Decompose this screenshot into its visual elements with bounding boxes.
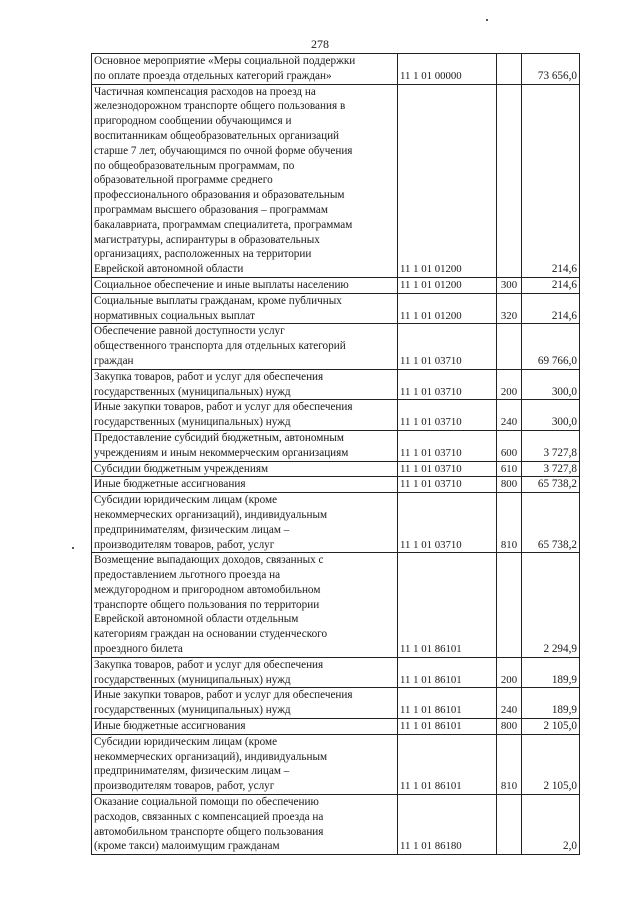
expense-type-cell: 600 (497, 430, 522, 461)
amount-cell: 214,6 (522, 277, 580, 293)
row-name-cell: Обеспечение равной доступности услуг общественного транспорта для отдельных категорий граждан (92, 324, 398, 369)
amount-cell: 65 738,2 (522, 493, 580, 553)
target-code-cell: 11 1 01 03710 (398, 369, 497, 400)
target-code-cell: 11 1 01 01200 (398, 84, 497, 277)
budget-table-body (92, 54, 580, 855)
amount-cell: 189,9 (522, 657, 580, 688)
row-name-cell: Субсидии бюджетным учреждениям (92, 461, 398, 477)
table-row (92, 734, 580, 794)
expense-type-cell (497, 84, 522, 277)
row-name-cell: Социальные выплаты гражданам, кроме публичных нормативных социальных выплат (92, 293, 398, 324)
expense-type-cell: 320 (497, 293, 522, 324)
table-row (92, 719, 580, 735)
budget-table (91, 53, 580, 855)
expense-type-cell (497, 54, 522, 85)
row-name-cell: Возмещение выпадающих доходов, связанных с предоставлением льготного проезда на междугородном и пригородном автомобильном транспорте общего пользования по территории Еврейской автономной области отдельным категориям граждан на основании студенческого проездного билета (92, 553, 398, 658)
target-code-cell: 11 1 01 03710 (398, 324, 497, 369)
expense-type-cell: 240 (497, 688, 522, 719)
target-code-cell: 11 1 01 86101 (398, 553, 497, 658)
expense-type-cell: 610 (497, 461, 522, 477)
target-code-cell: 11 1 01 86101 (398, 688, 497, 719)
target-code-cell: 11 1 01 86101 (398, 734, 497, 794)
table-row (92, 477, 580, 493)
amount-cell: 300,0 (522, 369, 580, 400)
expense-type-cell: 800 (497, 719, 522, 735)
table-row (92, 84, 580, 277)
target-code-cell: 11 1 01 86180 (398, 795, 497, 855)
row-name-cell: Закупка товаров, работ и услуг для обеспечения государственных (муниципальных) нужд (92, 369, 398, 400)
expense-type-cell: 810 (497, 493, 522, 553)
row-name-cell: Предоставление субсидий бюджетным, автономным учреждениям и иным некоммерческим организациям (92, 430, 398, 461)
expense-type-cell: 200 (497, 369, 522, 400)
table-row (92, 688, 580, 719)
target-code-cell: 11 1 01 01200 (398, 293, 497, 324)
amount-cell: 69 766,0 (522, 324, 580, 369)
expense-type-cell: 800 (497, 477, 522, 493)
target-code-cell: 11 1 01 01200 (398, 277, 497, 293)
scan-speck (486, 19, 488, 21)
table-row (92, 461, 580, 477)
expense-type-cell: 810 (497, 734, 522, 794)
amount-cell: 189,9 (522, 688, 580, 719)
amount-cell: 73 656,0 (522, 54, 580, 85)
row-name-cell: Социальное обеспечение и иные выплаты населению (92, 277, 398, 293)
target-code-cell: 11 1 01 86101 (398, 657, 497, 688)
row-name-cell: Закупка товаров, работ и услуг для обеспечения государственных (муниципальных) нужд (92, 657, 398, 688)
scan-speck (72, 547, 74, 549)
amount-cell: 214,6 (522, 84, 580, 277)
expense-type-cell: 300 (497, 277, 522, 293)
row-name-cell: Иные бюджетные ассигнования (92, 477, 398, 493)
amount-cell: 3 727,8 (522, 430, 580, 461)
amount-cell: 65 738,2 (522, 477, 580, 493)
amount-cell: 2 105,0 (522, 719, 580, 735)
expense-type-cell (497, 324, 522, 369)
row-name-cell: Иные бюджетные ассигнования (92, 719, 398, 735)
table-row (92, 657, 580, 688)
target-code-cell: 11 1 01 03710 (398, 400, 497, 431)
amount-cell: 2,0 (522, 795, 580, 855)
target-code-cell: 11 1 01 03710 (398, 430, 497, 461)
table-row (92, 293, 580, 324)
page-number: 278 (311, 37, 329, 51)
target-code-cell: 11 1 01 03710 (398, 477, 497, 493)
table-row (92, 430, 580, 461)
amount-cell: 214,6 (522, 293, 580, 324)
table-row (92, 54, 580, 85)
row-name-cell: Основное мероприятие «Меры социальной поддержки по оплате проезда отдельных категорий граждан» (92, 54, 398, 85)
row-name-cell: Субсидии юридическим лицам (кроме некоммерческих организаций), индивидуальным предпринимателям, физическим лицам – производителям товаров, работ, услуг (92, 493, 398, 553)
row-name-cell: Иные закупки товаров, работ и услуг для обеспечения государственных (муниципальных) нужд (92, 688, 398, 719)
expense-type-cell (497, 795, 522, 855)
table-row (92, 277, 580, 293)
amount-cell: 3 727,8 (522, 461, 580, 477)
table-row (92, 324, 580, 369)
target-code-cell: 11 1 01 86101 (398, 719, 497, 735)
expense-type-cell: 240 (497, 400, 522, 431)
table-row (92, 553, 580, 658)
amount-cell: 2 294,9 (522, 553, 580, 658)
target-code-cell: 11 1 01 03710 (398, 493, 497, 553)
expense-type-cell: 200 (497, 657, 522, 688)
expense-type-cell (497, 553, 522, 658)
table-row (92, 400, 580, 431)
row-name-cell: Иные закупки товаров, работ и услуг для обеспечения государственных (муниципальных) нужд (92, 400, 398, 431)
table-row (92, 369, 580, 400)
target-code-cell: 11 1 01 03710 (398, 461, 497, 477)
row-name-cell: Оказание социальной помощи по обеспечению расходов, связанных с компенсацией проезда на автомобильном транспорте общего пользования (кроме такси) малоимущим гражданам (92, 795, 398, 855)
amount-cell: 300,0 (522, 400, 580, 431)
table-row (92, 795, 580, 855)
amount-cell: 2 105,0 (522, 734, 580, 794)
row-name-cell: Субсидии юридическим лицам (кроме некоммерческих организаций), индивидуальным предпринимателям, физическим лицам – производителям товаров, работ, услуг (92, 734, 398, 794)
target-code-cell: 11 1 01 00000 (398, 54, 497, 85)
row-name-cell: Частичная компенсация расходов на проезд на железнодорожном транспорте общего пользования в пригородном сообщении обучающимся и воспитанникам общеобразовательных организаций старше 7 лет, обучающимся по очной форме обучения по общеобразовательным программам, по образовательной программе среднего профессионального образования и образовательным программам высшего образования – программам бакалавриата, программам специалитета, программам магистратуры, аспирантуры в образовательных организациях, расположенных на территории Еврейской автономной области (92, 84, 398, 277)
table-row (92, 493, 580, 553)
